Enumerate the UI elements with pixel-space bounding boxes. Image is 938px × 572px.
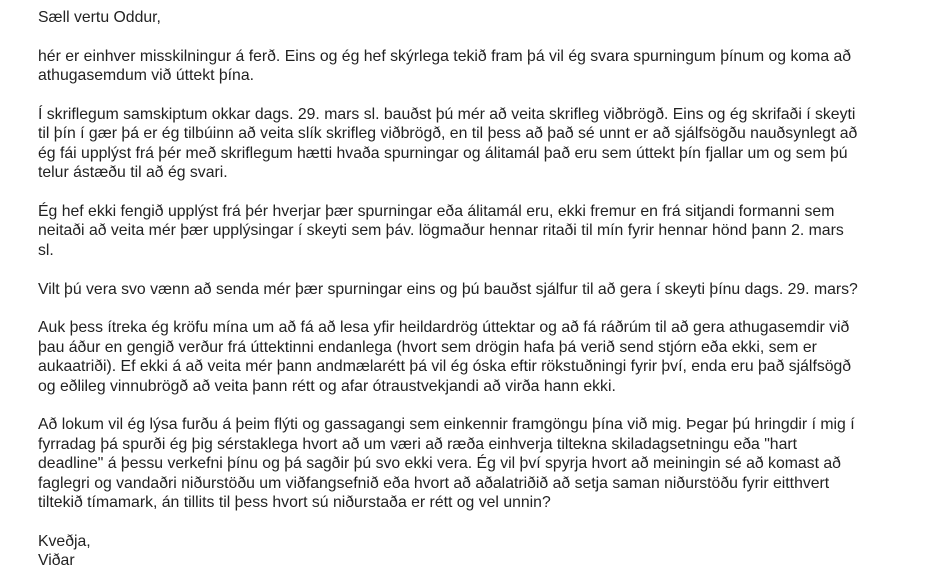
closing: Kveðja, [38,532,91,550]
paragraph: Vilt þú vera svo vænn að senda mér þær spurningar eins og þú bauðst sjálfur til að gera í skeyti þínu dags. 29. mars? [38,280,858,298]
greeting: Sæll vertu Oddur, [38,9,161,26]
paragraph: hér er einhver misskilningur á ferð. Eins og ég hef skýrlega tekið fram þá vil ég svara spurningum þínum og koma að athugasemdum við úttekt þína. [38,47,852,85]
email-body [38,8,900,571]
paragraph: Ég hef ekki fengið upplýst frá þér hverjar þær spurningar eða álitamál eru, ekki fremur en frá sitjandi formanni sem neitaði að veita mér þær upplýsingar í skeyti sem þáv. lögmaður hennar ritaði til mín fyrir hennar hönd þann 2. mars sl. [38,203,844,259]
paragraph: Auk þess ítreka ég kröfu mína um að fá að lesa yfir heildardrög úttektar og að fá ráðrúm til að gera athugasemdir við þau áður en gengið verður frá úttektinni endanlega (hvort sem drögin hafa þá verið send stjórn eða ekki, sem er aukaatriði). Ef ekki á að veita mér þann andmælarétt þá vil ég óska eftir rökstuðningi fyrir því, enda eru það sjálfsögð og eðlileg vinnubrögð að veita þann rétt og afar ótraustvekjandi að virða hann ekki. [38,319,852,395]
paragraph: Í skriflegum samskiptum okkar dags. 29. mars sl. bauðst þú mér að veita skrifleg viðbrögð. Eins og ég skrifaði í skeyti til þín í gær þá er ég tilbúinn að veita slík skrifleg viðbrögð, en til þess að það sé unnt er að sjálfsögðu nauðsynlegt að ég fái upplýst frá þér með skriflegum hætti hvaða spurningar og álitamál það eru sem úttekt þín fjallar um og sem þú telur ástæðu til að ég svari. [38,106,858,182]
signature: Viðar [38,552,75,570]
paragraph: Að lokum vil ég lýsa furðu á þeim flýti og gassagangi sem einkennir framgöngu þína við mig. Þegar þú hringdir í mig í fyrradag þá spurði ég þig sérstaklega hvort að um væri að ræða einhverja tiltekna skiladagsetningu eða "hart deadline" á þessu verkefni þínu og þá sagðir þú svo ekki vera. Ég vil því spyrja hvort að meiningin sé að komast að faglegri og vandaðri niðurstöðu um viðfangsefnið eða hvort að aðalatriðið að setja saman niðurstöðu fyrir eitthvert tiltekið tímamark, án tillits til þess hvort sú niðurstaða er rétt og vel unnin? [38,416,855,512]
